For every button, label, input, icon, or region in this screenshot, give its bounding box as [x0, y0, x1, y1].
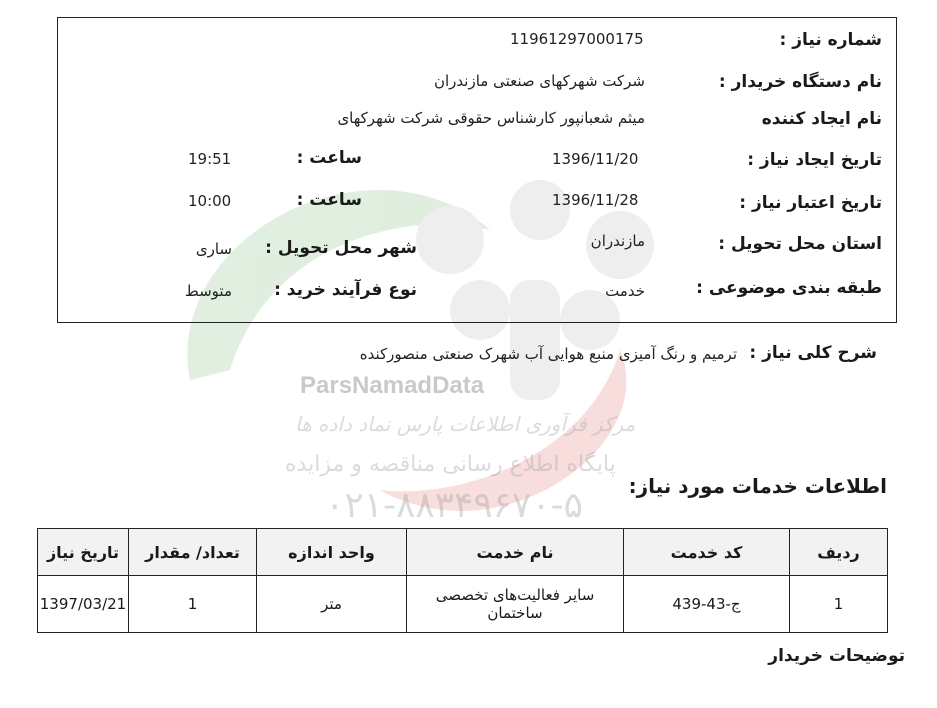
services-title: اطلاعات خدمات مورد نیاز: [628, 474, 887, 498]
process-label: نوع فرآیند خرید : [274, 280, 417, 300]
valid-time-label: ساعت : [296, 190, 362, 210]
table-row [38, 576, 888, 633]
city-value: ساری [195, 240, 232, 258]
watermark-phone: ۰۲۱-۸۸۳۴۹۶۷۰-۵ [325, 485, 584, 526]
col-header-service-name: نام خدمت [407, 529, 624, 576]
cell-row-number: 1 [790, 576, 888, 633]
creator-value: میثم شعبانپور کارشناس حقوقی شرکت شهرکهای [337, 109, 645, 127]
buyer-label: نام دستگاه خریدار : [718, 72, 882, 92]
services-table [37, 528, 888, 633]
valid-time-value: 10:00 [188, 192, 232, 210]
col-header-quantity: تعداد/ مقدار [129, 529, 257, 576]
watermark-brand: ParsNamadData [300, 372, 485, 399]
province-value: مازندران [590, 232, 645, 250]
watermark-line-1: مرکز فرآوری اطلاعات پارس نماد داده ها [295, 412, 636, 436]
city-label: شهر محل تحویل : [265, 238, 417, 258]
col-header-unit: واحد اندازه [257, 529, 407, 576]
created-date-value: 1396/11/20 [552, 150, 639, 168]
creator-label: نام ایجاد کننده [761, 109, 882, 129]
col-header-need-date: تاریخ نیاز [38, 529, 129, 576]
description-value: ترمیم و رنگ آمیزی منبع هوایی آب شهرک صنعتی منصورکنده [359, 345, 737, 363]
col-header-row-number: ردیف [790, 529, 888, 576]
buyer-notes-label: توضیحات خریدار [768, 646, 905, 666]
valid-date-label: تاریخ اعتبار نیاز : [739, 193, 882, 213]
process-value: متوسط [184, 282, 232, 300]
category-label: طبقه بندی موضوعی : [696, 278, 882, 298]
table-header-row [38, 529, 888, 576]
created-date-label: تاریخ ایجاد نیاز : [747, 150, 882, 170]
col-header-service-code: کد خدمت [624, 529, 790, 576]
created-time-value: 19:51 [188, 150, 232, 168]
valid-date-value: 1396/11/28 [552, 191, 639, 209]
need-number-value: 11961297000175 [510, 30, 644, 48]
cell-unit: متر [257, 576, 407, 633]
need-number-label: شماره نیاز : [779, 30, 882, 50]
cell-service-code: ج-43-439 [624, 576, 790, 633]
cell-service-name: سایر فعالیت‌های تخصصی ساختمان [407, 576, 624, 633]
description-label: شرح کلی نیاز : [749, 343, 877, 363]
category-value: خدمت [605, 282, 645, 300]
buyer-value: شرکت شهرکهای صنعتی مازندران [434, 72, 645, 90]
cell-need-date: 1397/03/21 [38, 576, 129, 633]
created-time-label: ساعت : [296, 148, 362, 168]
cell-quantity: 1 [129, 576, 257, 633]
watermark-line-2: پایگاه اطلاع رسانی مناقصه و مزایده [285, 452, 616, 477]
province-label: استان محل تحویل : [718, 234, 882, 254]
